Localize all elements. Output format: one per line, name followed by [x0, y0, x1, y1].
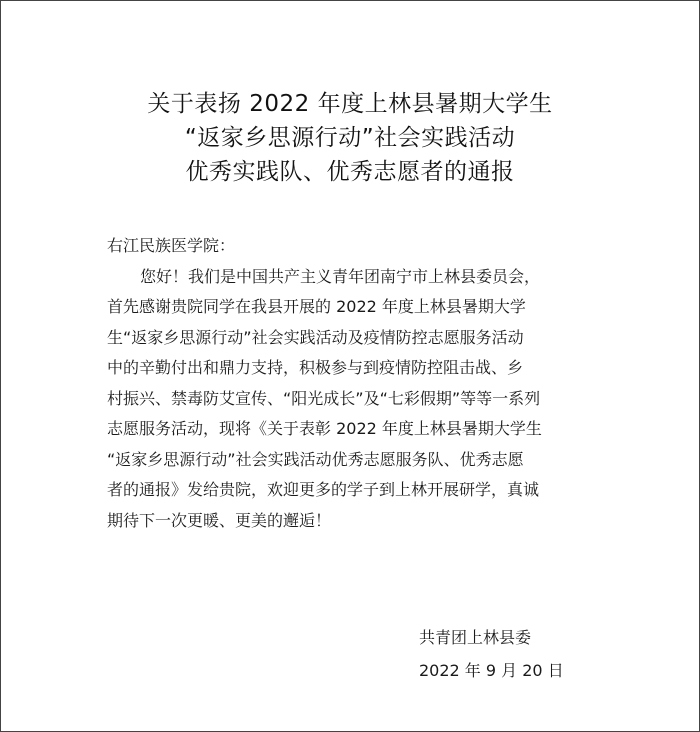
body-line-2: 首先感谢贵院同学在我县开展的 2022 年度上林县暑期大学	[107, 297, 526, 316]
body-line-7: “返家乡思源行动”社会实践活动优秀志愿服务队、优秀志愿	[107, 449, 524, 469]
body-line-6: 志愿服务活动，现将《关于表彰 2022 年度上林县暑期大学生	[107, 419, 542, 438]
title-line-3: 优秀实践队、优秀志愿者的通报	[185, 159, 515, 185]
salutation: 右江民族医学院：	[107, 236, 236, 255]
body-line-9: 期待下一次更暖、更美的邂逅！	[107, 510, 332, 530]
body-line-5: 村振兴、禁毒防艾宣传、“阳光成长”及“七彩假期”等等一系列	[107, 388, 541, 408]
signature-block	[419, 621, 564, 687]
signature-date: 2022 年 9 月 20 日	[419, 661, 564, 680]
title-line-2: “返家乡思源行动”社会实践活动	[184, 125, 516, 151]
letter-body	[107, 231, 607, 536]
signature-organization: 共青团上林县委	[419, 628, 532, 647]
title-line-1: 关于表扬 2022 年度上林县暑期大学生	[147, 91, 553, 117]
body-line-1: 您好！我们是中国共产主义青年团南宁市上林县委员会，	[140, 266, 541, 286]
body-line-3: 生“返家乡思源行动”社会实践活动及疫情防控志愿服务活动	[107, 327, 524, 347]
body-line-4: 中的辛勤付出和鼎力支持，积极参与到疫情防控阻击战、乡	[107, 358, 524, 377]
document-title	[1, 87, 699, 189]
body-line-8: 者的通报》发给贵院，欢迎更多的学子到上林开展研学，真诚	[107, 480, 540, 499]
